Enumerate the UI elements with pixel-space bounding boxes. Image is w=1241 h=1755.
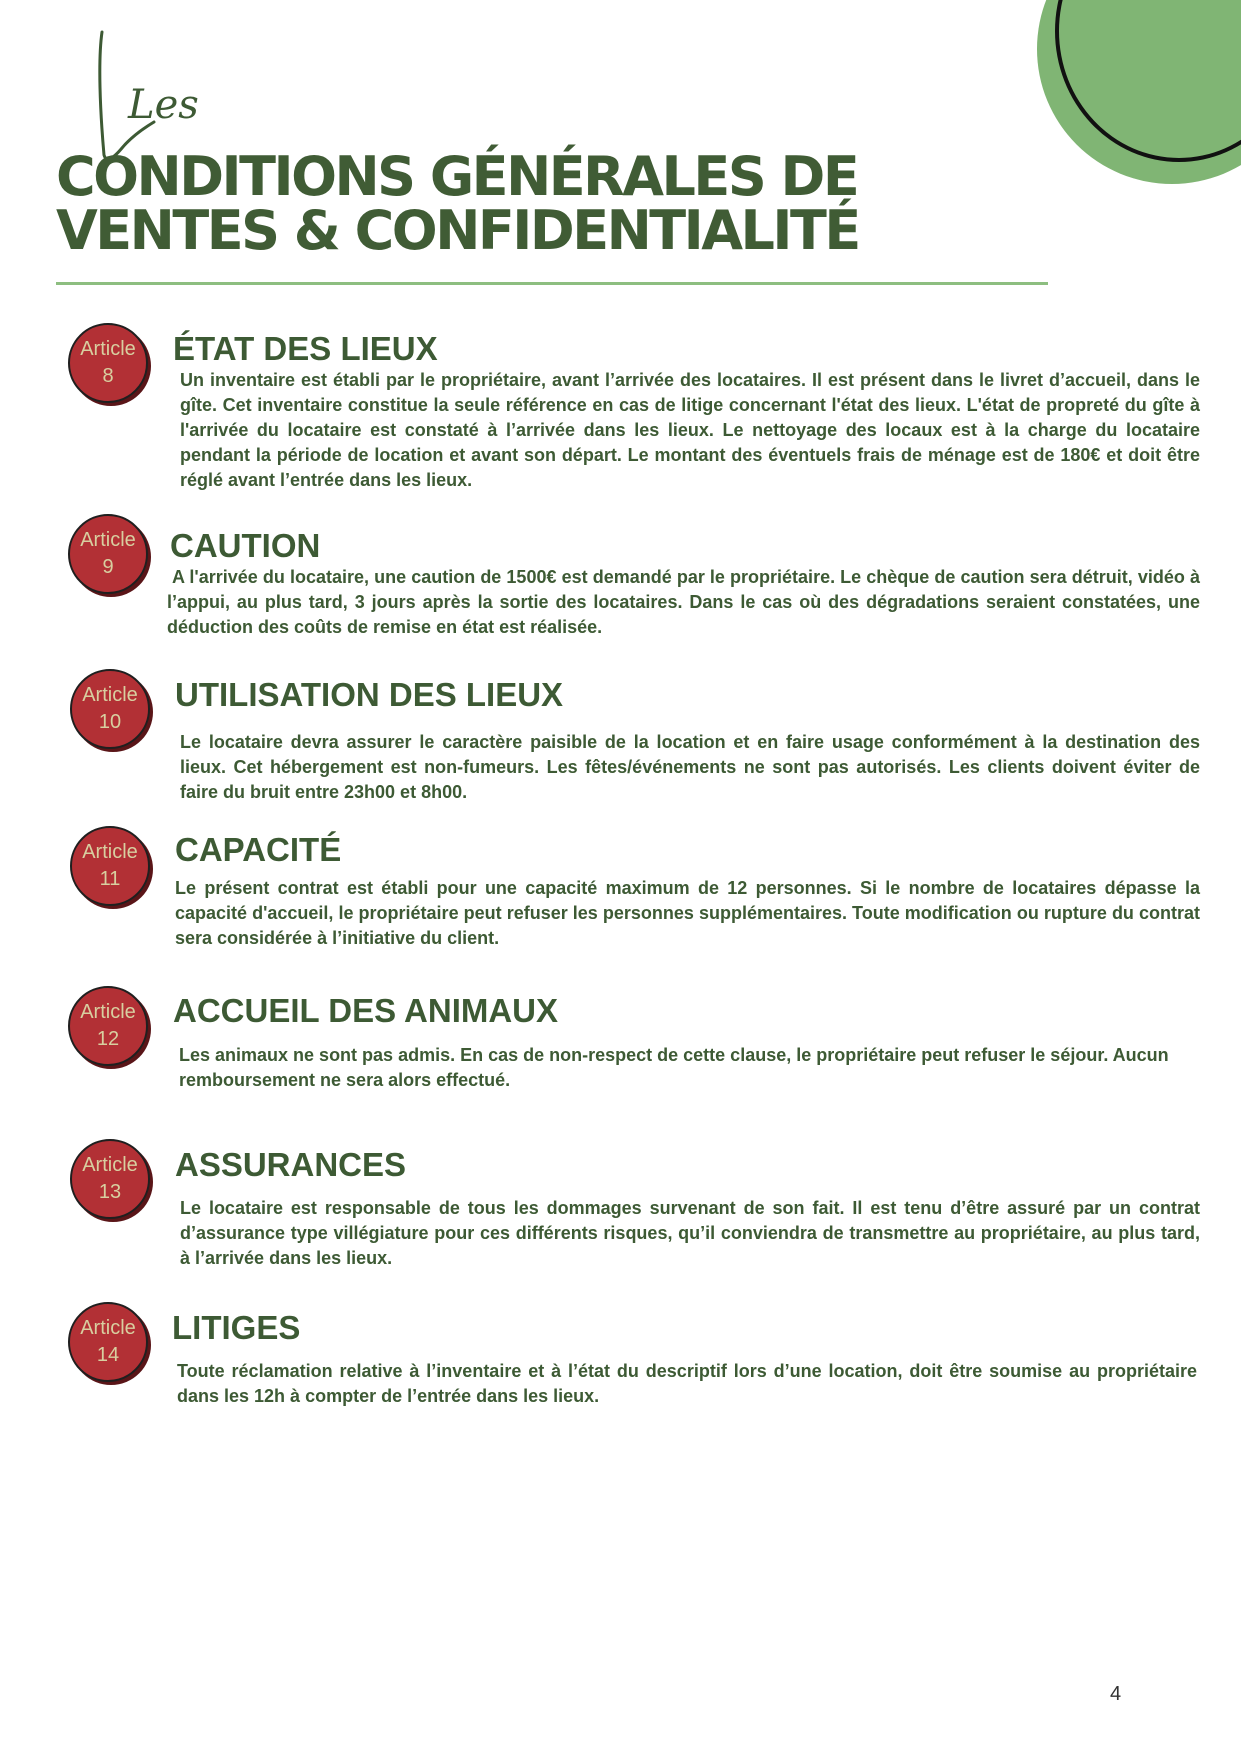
article-title: CAUTION xyxy=(170,527,321,564)
article-title: ACCUEIL DES ANIMAUX xyxy=(173,992,559,1029)
article-body: Un inventaire est établi par le propriétaire, avant l’arrivée des locataires. Il est présent dans le livret d’accueil, dans le gîte. Cet inventaire constitue la seule référence en cas de litige concernant l'état des lieux. L'état de propreté du gîte à l'arrivée du locataire est constaté à l’arrivée dans les lieux. Le nettoyage des locaux est à la charge du locataire pendant la période de location et avant son départ. Le montant des éventuels frais de ménage est de 180€ et doit être réglé avant l’entrée dans les lieux. xyxy=(180,370,1200,490)
article-body: Le locataire devra assurer le caractère paisible de la location et en faire usage conformément à la destination des lieux. Cet hébergement est non-fumeurs. Les fêtes/événements ne sont pas autorisés. Les clients doivent éviter de faire du bruit entre 23h00 et 8h00. xyxy=(180,732,1200,802)
article-title: UTILISATION DES LIEUX xyxy=(175,676,564,713)
article-badge xyxy=(68,323,148,403)
article-badge xyxy=(68,986,148,1066)
article-badge xyxy=(70,826,150,906)
article-badge-number: 12 xyxy=(96,1028,120,1050)
article-title: ASSURANCES xyxy=(175,1146,407,1183)
article-badge-number: 13 xyxy=(98,1181,122,1203)
article-title: LITIGES xyxy=(172,1309,301,1346)
article-badge-label: Article xyxy=(82,1154,138,1176)
article-badge xyxy=(70,669,150,749)
title-divider xyxy=(56,282,1048,285)
article-badge xyxy=(68,1302,148,1382)
article-badge-number: 8 xyxy=(102,365,114,387)
article-body: Le locataire est responsable de tous les dommages survenant de son fait. Il est tenu d’être assuré par un contrat d’assurance type villégiature pour ces différents risques, qu’il conviendra de transmettre au propriétaire, au plus tard, à l’arrivée dans les lieux. xyxy=(180,1198,1200,1268)
article-body: Le présent contrat est établi pour une capacité maximum de 12 personnes. Si le nombre de locataires dépasse la capacité d'accueil, le propriétaire peut refuser les personnes supplémentaires. Toute modification ou rupture du contrat sera considérée à l’initiative du client. xyxy=(175,878,1200,948)
article-badge-label: Article xyxy=(80,529,136,551)
article-body: Toute réclamation relative à l’inventaire et à l’état du descriptif lors d’une location, doit être soumise au propriétaire dans les 12h à compter de l’entrée dans les lieux. xyxy=(177,1361,1197,1406)
article-badge xyxy=(70,1139,150,1219)
article-title: CAPACITÉ xyxy=(175,831,342,868)
script-word: Les xyxy=(128,82,199,128)
article-body: Les animaux ne sont pas admis. En cas de non-respect de cette clause, le propriétaire peut refuser le séjour. Aucun remboursement ne sera alors effectué. xyxy=(179,1045,1169,1090)
article-badge-number: 10 xyxy=(98,711,122,733)
page-number: 4 xyxy=(1110,1683,1122,1705)
article-badge-number: 11 xyxy=(99,868,121,890)
article-badge-label: Article xyxy=(80,1317,136,1339)
article-badge-label: Article xyxy=(80,1001,136,1023)
article-body: A l'arrivée du locataire, une caution de 1500€ est demandé par le propriétaire. Le chèque de caution sera détruit, vidéo à l’appui, au plus tard, 3 jours après la sortie des locataires. Dans le cas où des dégradations seraient constatées, une déduction des coûts de remise en état est réalisée. xyxy=(167,567,1200,637)
page-title: CONDITIONS GÉNÉRALES DE VENTES & CONFIDENTIALITÉ xyxy=(56,145,859,262)
article-badge-number: 14 xyxy=(96,1344,120,1366)
article-title: ÉTAT DES LIEUX xyxy=(173,330,438,367)
article-badge-label: Article xyxy=(82,841,138,863)
article-badge-label: Article xyxy=(80,338,136,360)
article-badge xyxy=(68,514,148,594)
article-badge-number: 9 xyxy=(102,556,114,578)
article-badge-label: Article xyxy=(82,684,138,706)
